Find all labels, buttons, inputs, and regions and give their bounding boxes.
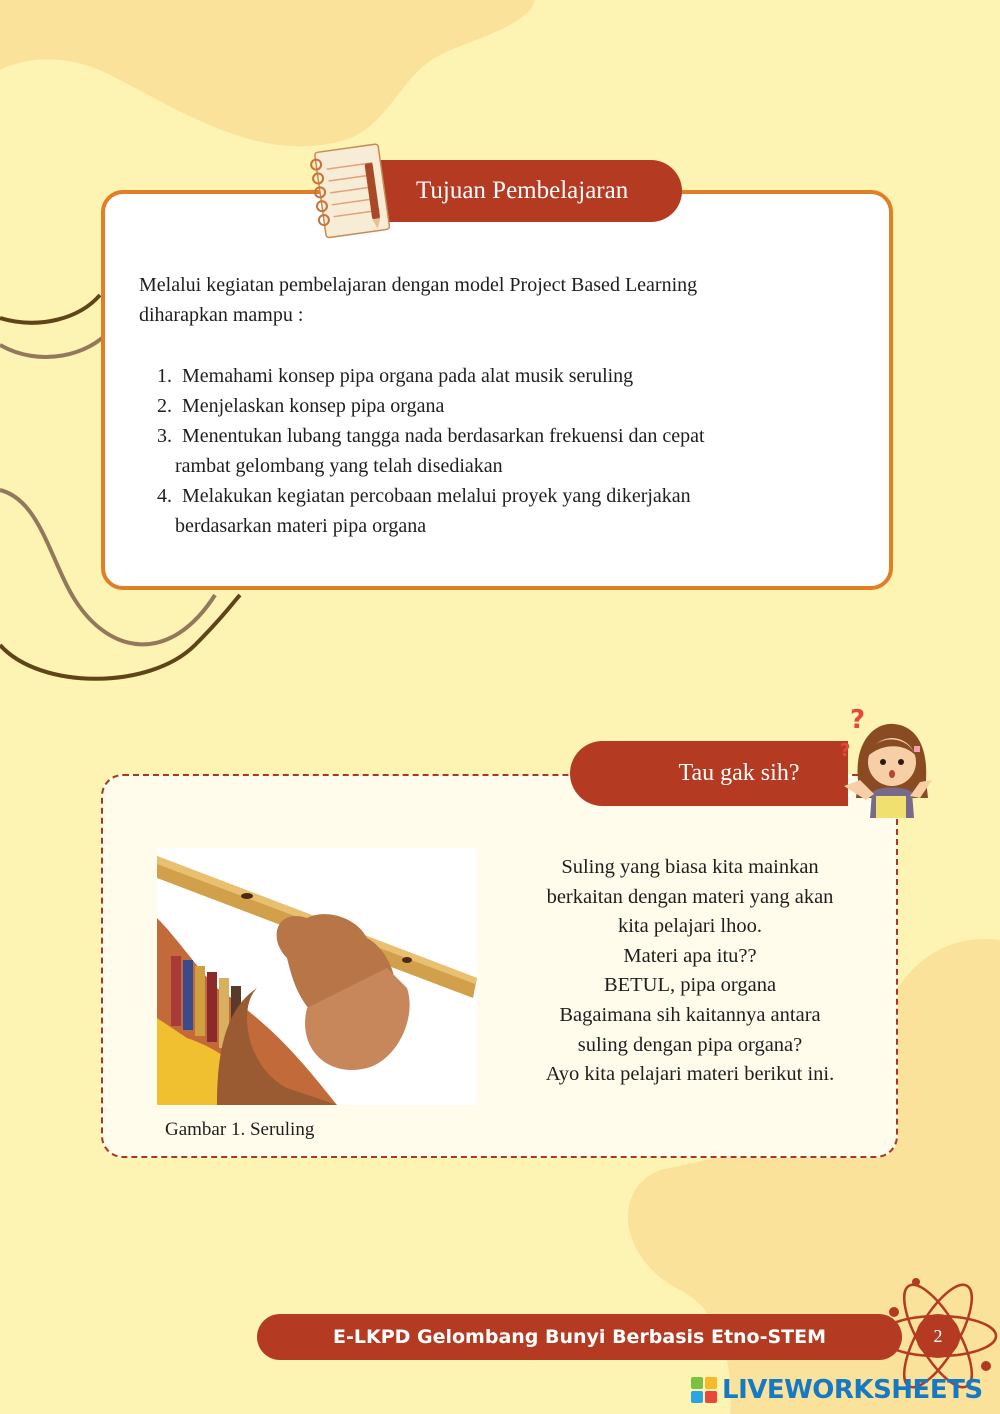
liveworksheets-logo-icon [690, 1376, 718, 1404]
list-item: 3. Menentukan lubang tangga nada berdasarkan frekuensi dan cepat rambat gelombang yang telah disediakan [157, 425, 705, 477]
svg-text:?: ? [850, 705, 866, 735]
list-item: 4. Melakukan kegiatan percobaan melalui proyek yang dikerjakan berdasarkan materi pipa organa [157, 485, 691, 537]
list-item: 2. Menjelaskan konsep pipa organa [157, 395, 445, 417]
fact-card-header: Tau gak sih? [570, 741, 848, 806]
notebook-icon [306, 138, 396, 242]
fact-text: Suling yang biasa kita mainkan berkaitan dengan materi yang akan kita pelajari lhoo. Materi apa itu?? BETUL, pipa organa Bagaimana sih kaitannya antara suling dengan pipa organa? Ayo kita pelajari materi berikut ini. [545, 856, 835, 1086]
list-item: 1. Memahami konsep pipa organa pada alat musik seruling [157, 365, 634, 387]
footer-title: E-LKPD Gelombang Bunyi Berbasis Etno-STEM [257, 1314, 902, 1360]
liveworksheets-logo[interactable] [690, 1372, 990, 1408]
objectives-intro: Melalui kegiatan pembelajaran dengan model Project Based Learning diharapkan mampu : [139, 274, 698, 326]
confused-girl-icon [836, 700, 940, 818]
photo-caption: Gambar 1. Seruling [165, 1119, 315, 1140]
page-number: 2 [933, 1326, 943, 1346]
seruling-photo [157, 848, 477, 1105]
brand-text: LIVEWORKSHEETS [722, 1375, 983, 1405]
svg-text:?: ? [840, 740, 851, 761]
learning-objectives-header: Tujuan Pembelajaran [380, 160, 682, 222]
objectives-list [157, 361, 837, 541]
